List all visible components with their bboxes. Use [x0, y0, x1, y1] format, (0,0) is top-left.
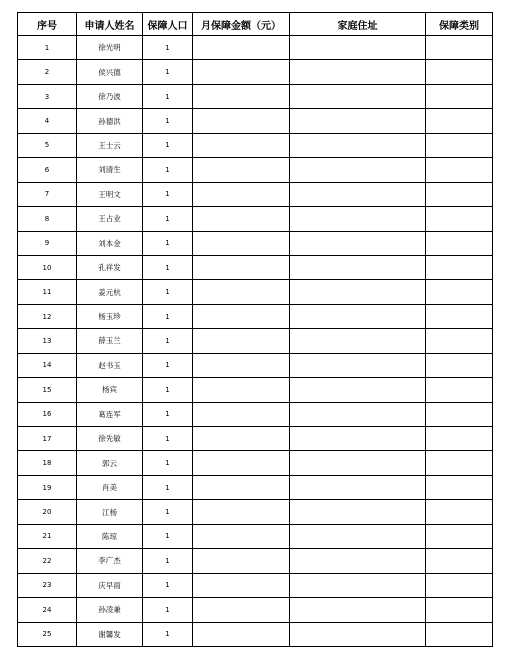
table-row — [18, 84, 493, 108]
table-row — [18, 109, 493, 133]
cell-category — [426, 475, 493, 499]
cell-monthly-amount — [193, 378, 290, 402]
cell-category — [426, 329, 493, 353]
cell-category — [426, 524, 493, 548]
cell-covered-persons: 1 — [143, 304, 193, 328]
cell-serial-number: 18 — [18, 451, 77, 475]
cell-home-address — [290, 36, 426, 60]
table-row — [18, 378, 493, 402]
cell-monthly-amount — [193, 329, 290, 353]
cell-category — [426, 133, 493, 157]
cell-applicant-name: 侯兴德 — [77, 60, 143, 84]
cell-monthly-amount — [193, 304, 290, 328]
cell-applicant-name: 陈琼 — [77, 524, 143, 548]
table-row — [18, 353, 493, 377]
cell-monthly-amount — [193, 598, 290, 622]
header-category: 保障类别 — [426, 13, 493, 36]
cell-category — [426, 378, 493, 402]
table-row — [18, 500, 493, 524]
cell-covered-persons: 1 — [143, 133, 193, 157]
cell-category — [426, 451, 493, 475]
table-row — [18, 402, 493, 426]
cell-covered-persons: 1 — [143, 598, 193, 622]
cell-category — [426, 255, 493, 279]
cell-category — [426, 304, 493, 328]
cell-home-address — [290, 84, 426, 108]
cell-monthly-amount — [193, 451, 290, 475]
cell-serial-number: 10 — [18, 255, 77, 279]
cell-home-address — [290, 304, 426, 328]
cell-home-address — [290, 451, 426, 475]
cell-serial-number: 12 — [18, 304, 77, 328]
cell-category — [426, 207, 493, 231]
cell-covered-persons: 1 — [143, 378, 193, 402]
cell-applicant-name: 江杨 — [77, 500, 143, 524]
cell-home-address — [290, 378, 426, 402]
cell-serial-number: 6 — [18, 158, 77, 182]
cell-serial-number: 7 — [18, 182, 77, 206]
cell-monthly-amount — [193, 475, 290, 499]
cell-serial-number: 16 — [18, 402, 77, 426]
cell-category — [426, 231, 493, 255]
header-home-address: 家庭住址 — [290, 13, 426, 36]
table-row — [18, 133, 493, 157]
cell-applicant-name: 赵书玉 — [77, 353, 143, 377]
cell-serial-number: 4 — [18, 109, 77, 133]
cell-applicant-name: 李广杰 — [77, 549, 143, 573]
cell-covered-persons: 1 — [143, 500, 193, 524]
cell-covered-persons: 1 — [143, 451, 193, 475]
cell-monthly-amount — [193, 36, 290, 60]
cell-applicant-name: 庆早雨 — [77, 573, 143, 597]
cell-home-address — [290, 133, 426, 157]
cell-covered-persons: 1 — [143, 36, 193, 60]
cell-home-address — [290, 207, 426, 231]
cell-covered-persons: 1 — [143, 109, 193, 133]
table-body — [18, 36, 493, 647]
cell-serial-number: 20 — [18, 500, 77, 524]
cell-home-address — [290, 255, 426, 279]
cell-applicant-name: 姜元杭 — [77, 280, 143, 304]
cell-applicant-name: 刘本金 — [77, 231, 143, 255]
cell-covered-persons: 1 — [143, 207, 193, 231]
cell-applicant-name: 孙凌兼 — [77, 598, 143, 622]
cell-category — [426, 36, 493, 60]
cell-category — [426, 84, 493, 108]
cell-home-address — [290, 549, 426, 573]
cell-home-address — [290, 60, 426, 84]
cell-category — [426, 598, 493, 622]
cell-applicant-name: 孔祥发 — [77, 255, 143, 279]
cell-applicant-name: 王士云 — [77, 133, 143, 157]
cell-monthly-amount — [193, 231, 290, 255]
cell-category — [426, 353, 493, 377]
cell-applicant-name: 徐光明 — [77, 36, 143, 60]
cell-applicant-name: 薛玉兰 — [77, 329, 143, 353]
table-row — [18, 622, 493, 646]
table-row — [18, 475, 493, 499]
cell-applicant-name: 郭云 — [77, 451, 143, 475]
table-row — [18, 451, 493, 475]
cell-applicant-name: 徐先敏 — [77, 427, 143, 451]
cell-home-address — [290, 475, 426, 499]
cell-category — [426, 500, 493, 524]
cell-home-address — [290, 524, 426, 548]
cell-home-address — [290, 427, 426, 451]
cell-covered-persons: 1 — [143, 182, 193, 206]
cell-applicant-name: 肖美 — [77, 475, 143, 499]
cell-serial-number: 25 — [18, 622, 77, 646]
cell-category — [426, 60, 493, 84]
cell-covered-persons: 1 — [143, 329, 193, 353]
cell-applicant-name: 葛连军 — [77, 402, 143, 426]
cell-category — [426, 573, 493, 597]
cell-covered-persons: 1 — [143, 524, 193, 548]
cell-monthly-amount — [193, 622, 290, 646]
cell-covered-persons: 1 — [143, 84, 193, 108]
cell-serial-number: 14 — [18, 353, 77, 377]
cell-serial-number: 17 — [18, 427, 77, 451]
table-row — [18, 524, 493, 548]
cell-applicant-name: 杨玉珍 — [77, 304, 143, 328]
cell-monthly-amount — [193, 84, 290, 108]
cell-home-address — [290, 622, 426, 646]
cell-covered-persons: 1 — [143, 573, 193, 597]
cell-category — [426, 549, 493, 573]
cell-category — [426, 402, 493, 426]
cell-category — [426, 109, 493, 133]
cell-home-address — [290, 402, 426, 426]
cell-serial-number: 2 — [18, 60, 77, 84]
cell-category — [426, 622, 493, 646]
table-row — [18, 573, 493, 597]
cell-applicant-name: 孙德洪 — [77, 109, 143, 133]
cell-home-address — [290, 231, 426, 255]
header-serial-number: 序号 — [18, 13, 77, 36]
cell-home-address — [290, 573, 426, 597]
cell-monthly-amount — [193, 549, 290, 573]
cell-covered-persons: 1 — [143, 402, 193, 426]
cell-covered-persons: 1 — [143, 158, 193, 182]
cell-applicant-name: 谢馨发 — [77, 622, 143, 646]
cell-serial-number: 1 — [18, 36, 77, 60]
cell-serial-number: 3 — [18, 84, 77, 108]
cell-covered-persons: 1 — [143, 231, 193, 255]
cell-monthly-amount — [193, 353, 290, 377]
cell-home-address — [290, 280, 426, 304]
cell-category — [426, 427, 493, 451]
cell-home-address — [290, 109, 426, 133]
cell-home-address — [290, 598, 426, 622]
cell-monthly-amount — [193, 60, 290, 84]
cell-serial-number: 19 — [18, 475, 77, 499]
cell-monthly-amount — [193, 133, 290, 157]
table-row — [18, 36, 493, 60]
cell-monthly-amount — [193, 207, 290, 231]
cell-category — [426, 182, 493, 206]
cell-applicant-name: 王明文 — [77, 182, 143, 206]
cell-applicant-name: 徐乃波 — [77, 84, 143, 108]
cell-serial-number: 9 — [18, 231, 77, 255]
cell-monthly-amount — [193, 524, 290, 548]
cell-applicant-name: 杨宾 — [77, 378, 143, 402]
header-covered-persons: 保障人口 — [143, 13, 193, 36]
allowance-table — [17, 12, 493, 647]
cell-serial-number: 8 — [18, 207, 77, 231]
cell-covered-persons: 1 — [143, 353, 193, 377]
table-row — [18, 598, 493, 622]
table-row — [18, 60, 493, 84]
cell-serial-number: 15 — [18, 378, 77, 402]
cell-home-address — [290, 158, 426, 182]
cell-covered-persons: 1 — [143, 60, 193, 84]
cell-monthly-amount — [193, 427, 290, 451]
cell-serial-number: 21 — [18, 524, 77, 548]
table-row — [18, 207, 493, 231]
cell-monthly-amount — [193, 255, 290, 279]
cell-covered-persons: 1 — [143, 549, 193, 573]
cell-covered-persons: 1 — [143, 622, 193, 646]
table-row — [18, 182, 493, 206]
table-row — [18, 255, 493, 279]
table-row — [18, 231, 493, 255]
cell-covered-persons: 1 — [143, 255, 193, 279]
cell-serial-number: 22 — [18, 549, 77, 573]
cell-home-address — [290, 182, 426, 206]
table-row — [18, 280, 493, 304]
cell-category — [426, 280, 493, 304]
cell-applicant-name: 刘清生 — [77, 158, 143, 182]
header-row — [18, 13, 493, 36]
cell-covered-persons: 1 — [143, 427, 193, 451]
cell-serial-number: 11 — [18, 280, 77, 304]
table-row — [18, 549, 493, 573]
cell-applicant-name: 王占业 — [77, 207, 143, 231]
cell-monthly-amount — [193, 500, 290, 524]
cell-home-address — [290, 353, 426, 377]
cell-monthly-amount — [193, 280, 290, 304]
header-monthly-amount: 月保障金额（元） — [193, 13, 290, 36]
cell-home-address — [290, 500, 426, 524]
cell-monthly-amount — [193, 402, 290, 426]
cell-covered-persons: 1 — [143, 475, 193, 499]
cell-category — [426, 158, 493, 182]
cell-serial-number: 5 — [18, 133, 77, 157]
table-row — [18, 158, 493, 182]
header-applicant-name: 申请人姓名 — [77, 13, 143, 36]
cell-serial-number: 23 — [18, 573, 77, 597]
cell-monthly-amount — [193, 158, 290, 182]
cell-serial-number: 13 — [18, 329, 77, 353]
cell-monthly-amount — [193, 182, 290, 206]
cell-monthly-amount — [193, 109, 290, 133]
table-row — [18, 329, 493, 353]
table-row — [18, 304, 493, 328]
cell-home-address — [290, 329, 426, 353]
cell-serial-number: 24 — [18, 598, 77, 622]
table-row — [18, 427, 493, 451]
cell-covered-persons: 1 — [143, 280, 193, 304]
cell-monthly-amount — [193, 573, 290, 597]
